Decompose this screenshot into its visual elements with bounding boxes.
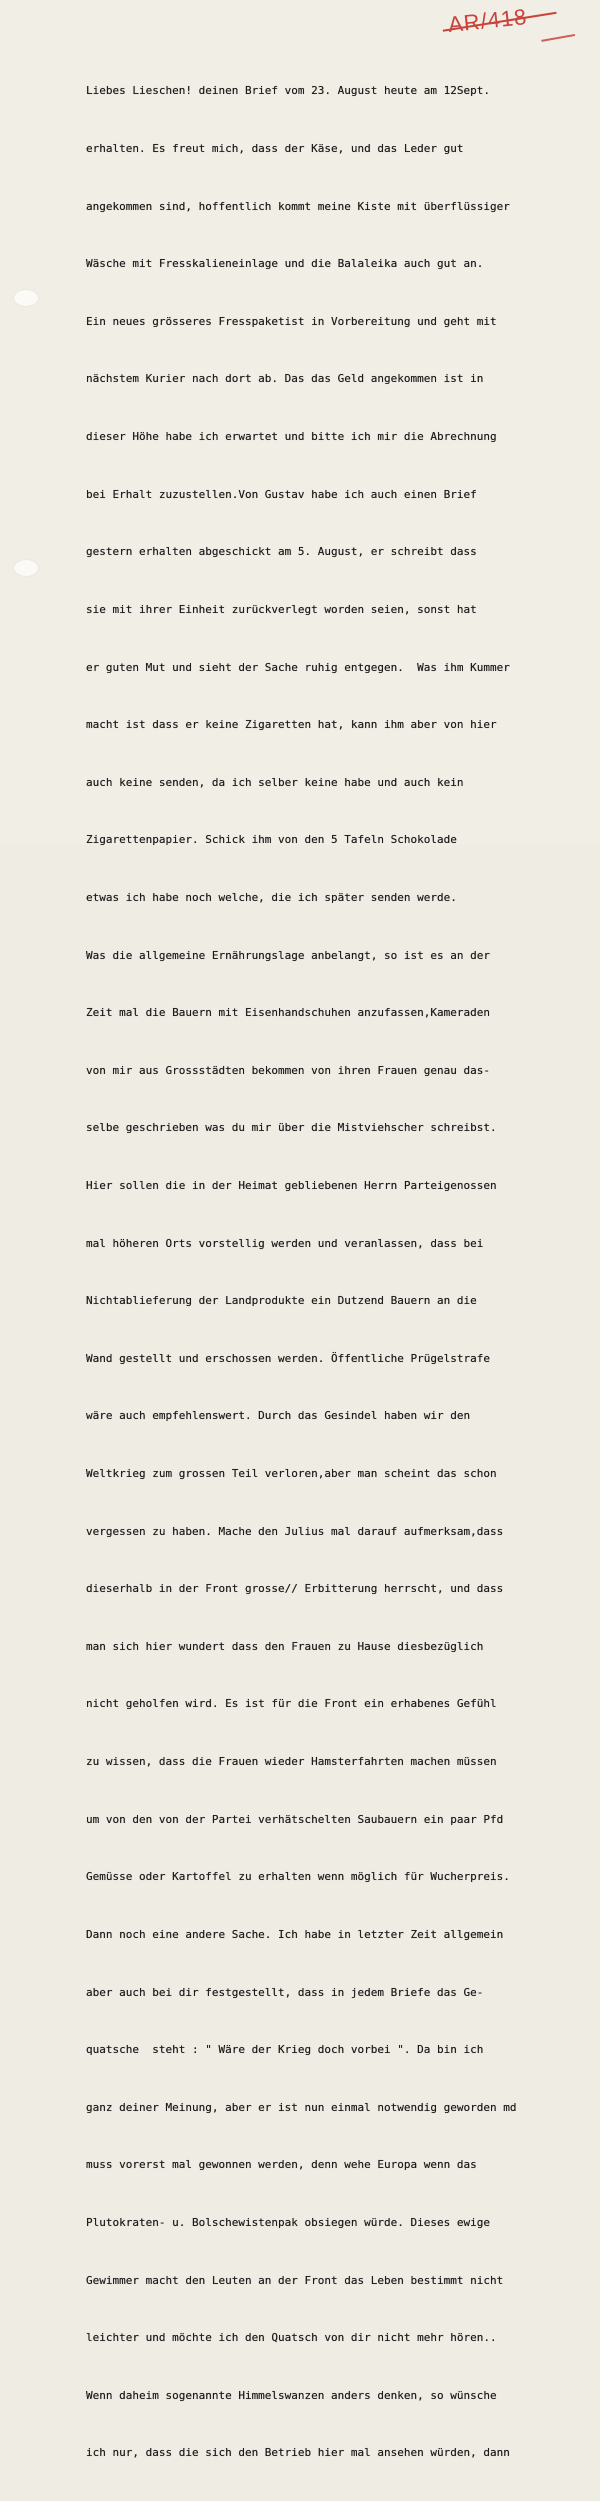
text-line: macht ist dass er keine Zigaretten hat, kann ihm aber von hier	[86, 718, 497, 732]
text-line: dieserhalb in der Front grosse// Erbitterung herrscht, und dass	[86, 1582, 504, 1596]
punch-hole-bottom	[14, 560, 38, 576]
text-line: Gemüsse oder Kartoffel zu erhalten wenn möglich für Wucherpreis.	[86, 1870, 510, 1884]
text-line: Wand gestellt und erschossen werden. Öffentliche Prügelstrafe	[86, 1351, 490, 1365]
text-line: ich nur, dass die sich den Betrieb hier mal ansehen würden, dann	[86, 2446, 510, 2460]
text-line: Zeit mal die Bauern mit Eisenhandschuhen anzufassen,Kameraden	[86, 1006, 490, 1020]
text-line: dieser Höhe habe ich erwartet und bitte ich mir die Abrechnung	[86, 430, 497, 444]
text-line: erhalten. Es freut mich, dass der Käse, und das Leder gut	[86, 142, 464, 156]
text-line: leichter und möchte ich den Quatsch von dir nicht mehr hören..	[86, 2331, 497, 2345]
text-line: Weltkrieg zum grossen Teil verloren,aber man scheint das schon	[86, 1467, 497, 1481]
text-line: muss vorerst mal gewonnen werden, denn wehe Europa wenn das	[86, 2158, 477, 2172]
text-line: Wenn daheim sogenannte Himmelswanzen anders denken, so wünsche	[86, 2388, 497, 2402]
text-line: Hier sollen die in der Heimat gebliebenen Herrn Parteigenossen	[86, 1178, 497, 1192]
text-line: von mir aus Grossstädten bekommen von ihren Frauen genau das-	[86, 1063, 490, 1077]
text-line: selbe geschrieben was du mir über die Mistviehscher schreibst.	[86, 1121, 497, 1135]
stamp-mark	[539, 20, 575, 42]
text-line: zu wissen, dass die Frauen wieder Hamsterfahrten machen müssen	[86, 1755, 497, 1769]
text-line: Wäsche mit Fresskalieneinlage und die Balaleika auch gut an.	[86, 257, 484, 271]
archive-number-stamp: AR/418	[446, 3, 529, 38]
text-line: Nichtablieferung der Landprodukte ein Dutzend Bauern an die	[86, 1294, 477, 1308]
text-line: aber auch bei dir festgestellt, dass in jedem Briefe das Ge-	[86, 1985, 484, 1999]
text-line: vergessen zu haben. Mache den Julius mal darauf aufmerksam,dass	[86, 1524, 504, 1538]
text-line: Dann noch eine andere Sache. Ich habe in letzter Zeit allgemein	[86, 1927, 504, 1941]
letter-text	[86, 43, 581, 2501]
text-line: auch keine senden, da ich selber keine habe und auch kein	[86, 775, 464, 789]
text-line: Was die allgemeine Ernährungslage anbelangt, so ist es an der	[86, 948, 490, 962]
text-line: man sich hier wundert dass den Frauen zu Hause diesbezüglich	[86, 1639, 484, 1653]
text-line: Gewimmer macht den Leuten an der Front das Leben bestimmt nicht	[86, 2273, 504, 2287]
text-line: etwas ich habe noch welche, die ich später senden werde.	[86, 890, 457, 904]
text-line: wäre auch empfehlenswert. Durch das Gesindel haben wir den	[86, 1409, 471, 1423]
text-line: Zigarettenpapier. Schick ihm von den 5 Tafeln Schokolade	[86, 833, 457, 847]
text-line: nicht geholfen wird. Es ist für die Front ein erhabenes Gefühl	[86, 1697, 497, 1711]
text-line: gestern erhalten abgeschickt am 5. August, er schreibt dass	[86, 545, 477, 559]
text-line: bei Erhalt zuzustellen.Von Gustav habe ich auch einen Brief	[86, 487, 477, 501]
text-line: ganz deiner Meinung, aber er ist nun einmal notwendig geworden md	[86, 2100, 517, 2114]
text-line: quatsche steht : " Wäre der Krieg doch vorbei ". Da bin ich	[86, 2043, 484, 2057]
text-line: angekommen sind, hoffentlich kommt meine Kiste mit überflüssiger	[86, 199, 510, 213]
punch-hole-top	[14, 290, 38, 306]
text-line: Plutokraten- u. Bolschewistenpak obsiegen würde. Dieses ewige	[86, 2215, 490, 2229]
text-line: mal höheren Orts vorstellig werden und veranlassen, dass bei	[86, 1236, 484, 1250]
text-line: er guten Mut und sieht der Sache ruhig entgegen. Was ihm Kummer	[86, 660, 510, 674]
text-line: um von den von der Partei verhätschelten Saubauern ein paar Pfd	[86, 1812, 504, 1826]
text-line: nächstem Kurier nach dort ab. Das das Geld angekommen ist in	[86, 372, 484, 386]
text-line: sie mit ihrer Einheit zurückverlegt worden seien, sonst hat	[86, 602, 477, 616]
text-line: Liebes Lieschen! deinen Brief vom 23. August heute am 12Sept.	[86, 84, 490, 98]
text-line: Ein neues grösseres Fresspaketist in Vorbereitung und geht mit	[86, 314, 497, 328]
